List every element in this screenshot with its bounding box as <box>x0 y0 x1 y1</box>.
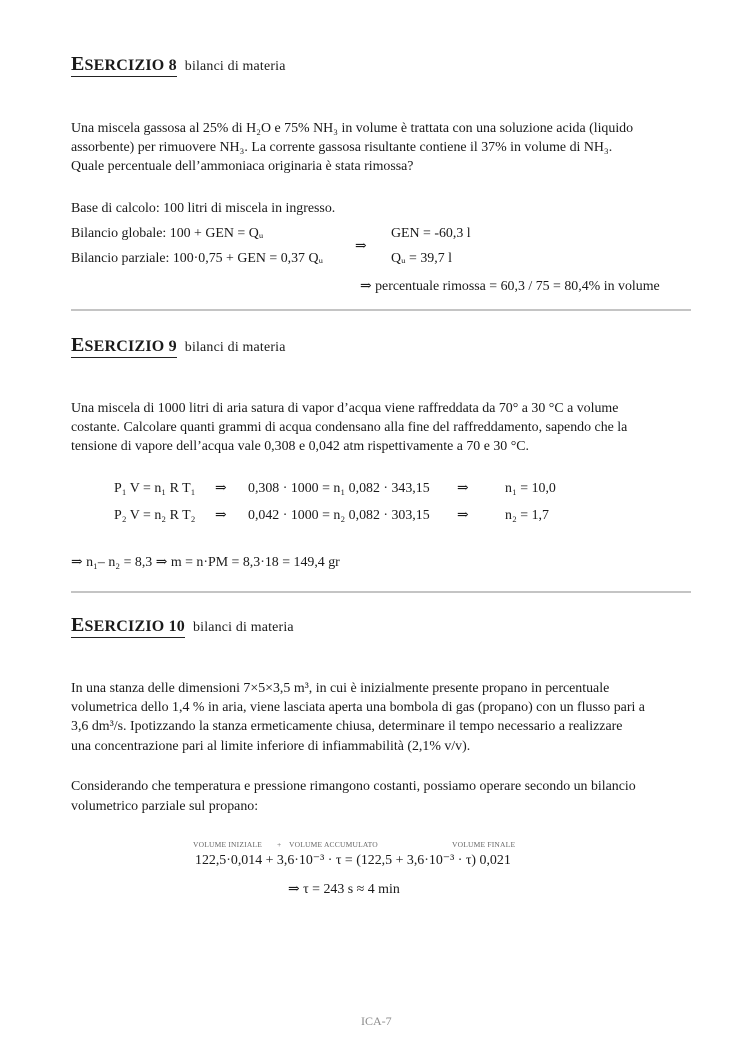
section-divider <box>71 309 691 311</box>
exercise-9-eq-a-lhs: P₁ V = n₁ R T₁ <box>114 481 196 496</box>
title-rest: SERCIZIO 8 <box>84 57 177 74</box>
label-final-volume: VOLUME FINALE <box>452 840 516 849</box>
exercise-9-eq-b-result: n₂ = 1,7 <box>505 508 549 523</box>
exercise-8-line-1: Una miscela gassosa al 25% di H₂O e 75% NH₃ in volume è trattata con una soluzione acida (liquido <box>71 121 634 136</box>
exercise-10-line-1: In una stanza delle dimensioni 7×5×3,5 m³, in cui è inizialmente presente propano in percentuale <box>71 681 610 696</box>
exercise-8-global-balance: Bilancio globale: 100 + GEN = Qᵤ <box>71 226 264 241</box>
exercise-9-line-3: tensione di vapore dell’acqua vale 0,308 e 0,042 atm rispettivamente a 70 e 30 °C. <box>71 439 530 454</box>
title-initial: E <box>71 334 85 356</box>
exercise-10-equation: 122,5·0,014 + 3,6·10⁻³ · τ = (122,5 + 3,6·10⁻³ · τ) 0,021 <box>195 853 511 868</box>
exercise-10-subtitle: bilanci di materia <box>193 620 294 635</box>
exercise-9-eq-b-arrow: ⇒ <box>215 508 227 523</box>
exercise-9-eq-a-arrow: ⇒ <box>215 481 227 496</box>
exercise-8-line-3: Quale percentuale dell’ammoniaca originaria è stata rimossa? <box>71 159 414 174</box>
exercise-9-title <box>71 335 286 358</box>
exercise-8-conclusion: ⇒ percentuale rimossa = 60,3 / 75 = 80,4% in volume <box>360 279 660 294</box>
exercise-8-title <box>71 54 286 77</box>
title-initial: E <box>71 53 85 75</box>
exercise-9-line-2: costante. Calcolare quanti grammi di acqua condensano alla fine del raffreddamento, sapendo che la <box>71 420 628 435</box>
exercise-10-line-2: volumetrica dello 1,4 % in aria, viene lasciata aperta una bombola di gas (propano) con un flusso pari a <box>71 700 645 715</box>
exercise-9-eq-a-arrow-2: ⇒ <box>457 481 469 496</box>
exercise-9-conclusion: ⇒ n₁– n₂ = 8,3 ⇒ m = n·PM = 8,3·18 = 149,4 gr <box>71 555 340 570</box>
exercise-10-line-3: 3,6 dm³/s. Ipotizzando la stanza ermeticamente chiusa, determinare il tempo necessario a realizzare <box>71 719 623 734</box>
page-footer: ICA-7 <box>361 1014 392 1028</box>
exercise-8-line-2: assorbente) per rimuovere NH₃. La corrente gassosa risultante contiene il 37% in volume di NH₃. <box>71 140 613 155</box>
exercise-10-result: ⇒ τ = 243 s ≈ 4 min <box>288 882 400 897</box>
exercise-10-method-line-1: Considerando che temperatura e pressione rimangono costanti, possiamo operare secondo un bilancio <box>71 779 636 794</box>
title-rest: SERCIZIO 10 <box>84 618 185 635</box>
exercise-8-partial-balance: Bilancio parziale: 100·0,75 + GEN = 0,37 Qᵤ <box>71 251 324 266</box>
exercise-8-result-gen: GEN = -60,3 l <box>391 226 471 241</box>
label-initial-volume: VOLUME INIZIALE <box>193 840 263 849</box>
exercise-9-eq-a-mid: 0,308 · 1000 = n₁ 0,082 · 343,15 <box>248 481 430 496</box>
title-rest: SERCIZIO 9 <box>84 338 177 355</box>
label-accumulated-volume: VOLUME ACCUMULATO <box>289 840 378 849</box>
exercise-10-method-line-2: volumetrico parziale sul propano: <box>71 799 259 814</box>
exercise-9-eq-b-mid: 0,042 · 1000 = n₂ 0,082 · 303,15 <box>248 508 430 523</box>
exercise-8-result-qu: Qᵤ = 39,7 l <box>391 251 453 266</box>
exercise-10-line-4: una concentrazione pari al limite inferiore di infiammabilità (2,1% v/v). <box>71 739 471 754</box>
exercise-9-line-1: Una miscela di 1000 litri di aria satura di vapor d’acqua viene raffreddata da 70° a 30 °C a volume <box>71 401 619 416</box>
exercise-9-eq-b-lhs: P₂ V = n₂ R T₂ <box>114 508 196 523</box>
exercise-10-title <box>71 615 294 638</box>
label-plus: + <box>277 840 282 849</box>
exercise-8-base: Base di calcolo: 100 litri di miscela in ingresso. <box>71 201 336 216</box>
exercise-9-eq-b-arrow-2: ⇒ <box>457 508 469 523</box>
title-initial: E <box>71 614 85 636</box>
exercise-8-implies-arrow: ⇒ <box>355 239 367 254</box>
exercise-9-subtitle: bilanci di materia <box>184 340 286 355</box>
section-divider <box>71 591 691 593</box>
exercise-9-eq-a-result: n₁ = 10,0 <box>505 481 556 496</box>
exercise-8-subtitle: bilanci di materia <box>184 59 286 74</box>
